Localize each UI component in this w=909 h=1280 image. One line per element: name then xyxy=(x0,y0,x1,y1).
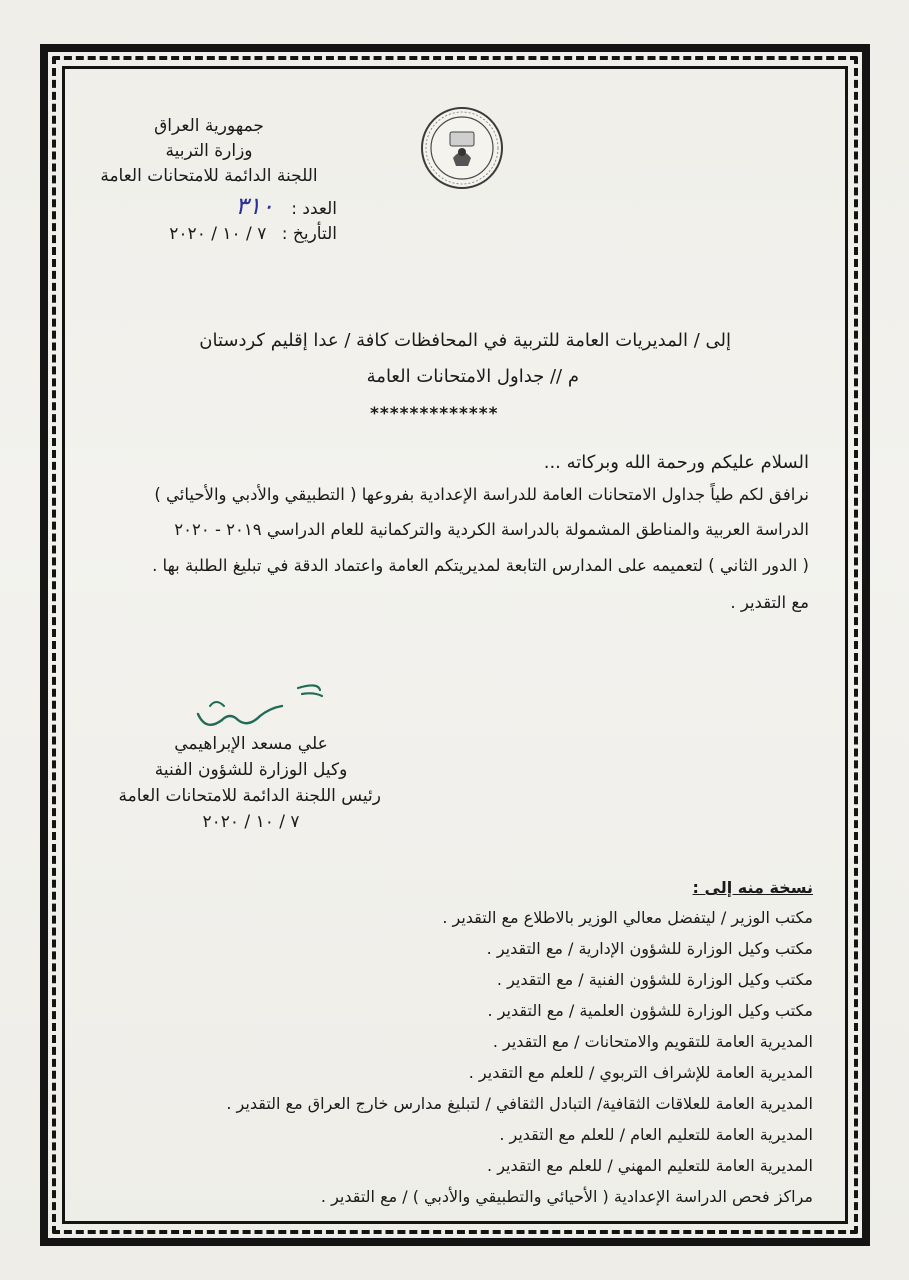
separator-stars: ************* xyxy=(370,404,499,424)
list-item: المديرية العامة للعلاقات الثقافية/ التبادل الثقافي / لتبليغ مدارس خارج العراق مع التقدير . xyxy=(226,1094,813,1113)
signatory-name: علي مسعد الإبراهيمي xyxy=(174,734,328,754)
signatory-committee: رئيس اللجنة الدائمة للامتحانات العامة xyxy=(118,786,381,806)
list-item: مكتب الوزير / ليتفضل معالي الوزير بالاطلاع مع التقدير . xyxy=(442,908,813,927)
list-item: المديرية العامة للتعليم العام / للعلم مع التقدير . xyxy=(499,1125,813,1144)
greeting: السلام عليكم ورحمة الله وبركاته ... xyxy=(543,452,809,473)
number-value: ٣١٠ xyxy=(235,192,274,220)
body-paragraph-2: الدراسة العربية والمناطق المشمولة بالدراسة الكردية والتركمانية للعام الدراسي ٢٠١٩ - ٢٠٢٠ xyxy=(174,520,809,539)
date-label: التأريخ : xyxy=(281,224,337,244)
date-value: ٧ / ١٠ / ٢٠٢٠ xyxy=(169,224,267,244)
closing-regards: مع التقدير . xyxy=(730,593,809,612)
letterhead xyxy=(79,114,339,189)
list-item: مكتب وكيل الوزارة للشؤون الإدارية / مع التقدير . xyxy=(486,939,813,958)
signatory-block xyxy=(118,731,381,835)
ministry-seal-icon xyxy=(420,106,504,190)
reference-date xyxy=(97,222,337,247)
body-paragraph-3: ( الدور الثاني ) لتعميمه على المدارس التابعة لمديريتكم العامة واعتماد الدقة في تبليغ الطلبة بها . xyxy=(152,556,809,575)
body-paragraph-1: نرافق لكم طياً جداول الامتحانات العامة للدراسة الإعدادية بفروعها ( التطبيقي والأدبي والأحيائي ) xyxy=(154,485,809,504)
handwritten-signature-icon xyxy=(190,676,340,736)
copies-heading: نسخة منه إلى : xyxy=(692,878,813,897)
letterhead-ministry: وزارة التربية xyxy=(165,141,253,161)
list-item: المديرية العامة للتقويم والامتحانات / مع التقدير . xyxy=(492,1032,813,1051)
signatory-title: وكيل الوزارة للشؤون الفنية xyxy=(154,760,348,780)
letterhead-country: جمهورية العراق xyxy=(154,116,264,136)
list-item: مراكز فحص الدراسة الإعدادية ( الأحيائي والتطبيقي والأدبي ) / مع التقدير . xyxy=(320,1187,813,1206)
subject-line: م // جداول الامتحانات العامة xyxy=(366,366,579,387)
list-item: مكتب وكيل الوزارة للشؤون العلمية / مع التقدير . xyxy=(487,1001,813,1020)
number-label: العدد : xyxy=(291,199,337,219)
list-item: مكتب وكيل الوزارة للشؤون الفنية / مع التقدير . xyxy=(496,970,813,989)
reference-number xyxy=(117,194,337,222)
list-item: المديرية العامة للإشراف التربوي / للعلم مع التقدير . xyxy=(468,1063,813,1082)
copies-list xyxy=(226,902,813,1212)
list-item: المديرية العامة للتعليم المهني / للعلم مع التقدير . xyxy=(487,1156,813,1175)
signature-date: ٧ / ١٠ / ٢٠٢٠ xyxy=(202,812,300,832)
addressee-line: إلى / المديريات العامة للتربية في المحافظات كافة / عدا إقليم كردستان xyxy=(199,330,731,351)
letterhead-committee: اللجنة الدائمة للامتحانات العامة xyxy=(100,166,318,186)
